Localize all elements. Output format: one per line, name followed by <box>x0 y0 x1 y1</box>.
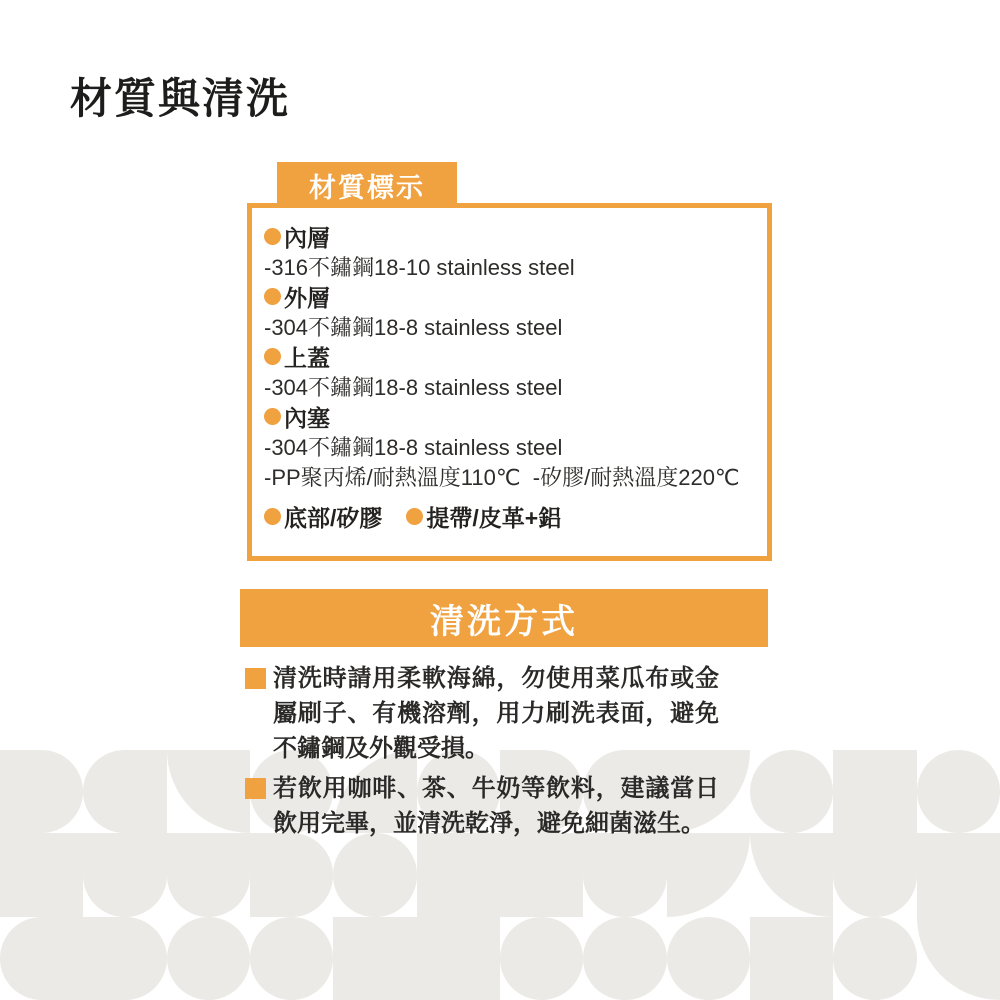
material-label-text: 內層 <box>284 224 330 251</box>
pattern-shape <box>917 750 1000 833</box>
material-label-text: 內塞 <box>284 404 330 431</box>
pattern-shape <box>667 917 750 1000</box>
material-tab <box>277 162 457 208</box>
pattern-shape <box>333 917 416 1000</box>
pattern-shape <box>500 917 583 1000</box>
pattern-shape <box>833 917 916 1000</box>
material-item-label <box>264 341 759 371</box>
material-box <box>247 203 772 561</box>
material-item-detail: -304不鏽鋼18-8 stainless steel <box>264 434 563 460</box>
pattern-shape <box>250 917 333 1000</box>
pattern-shape <box>83 750 166 833</box>
bullet-dot-icon <box>264 288 281 305</box>
pattern-shape <box>83 917 166 1000</box>
cleaning-instruction-list <box>240 661 750 846</box>
material-tab-label: 材質標示 <box>309 172 425 203</box>
pattern-shape <box>0 750 83 833</box>
material-item-pair <box>264 501 759 531</box>
bullet-square-icon <box>245 778 266 799</box>
material-pair-group <box>264 500 382 533</box>
material-item-label <box>264 401 759 431</box>
material-label-text: 底部/矽膠 <box>284 504 383 531</box>
cleaning-instruction <box>240 771 719 841</box>
pattern-shape <box>167 750 250 833</box>
cleaning-instruction-text: 若飲用咖啡、茶、牛奶等飲料，建議當日飲用完畢，並清洗乾淨，避免細菌滋生。 <box>273 775 719 837</box>
bullet-dot-icon <box>264 228 281 245</box>
material-item-detail: -316不鏽鋼18-10 stainless steel <box>264 254 575 280</box>
cleaning-banner-label: 清洗方式 <box>430 602 578 641</box>
pattern-shape <box>0 917 83 1000</box>
material-item-label <box>264 221 759 251</box>
pattern-shape <box>750 917 833 1000</box>
bullet-square-icon <box>245 668 266 689</box>
material-label-text: 提帶/皮革+鋁 <box>426 504 562 531</box>
bullet-dot-icon <box>406 508 423 525</box>
material-label-text: 上蓋 <box>284 344 330 371</box>
pattern-shape <box>417 917 500 1000</box>
bullet-dot-icon <box>264 348 281 365</box>
material-item-detail: -304不鏽鋼18-8 stainless steel <box>264 314 563 340</box>
pattern-shape <box>750 833 833 916</box>
pattern-shape <box>833 750 916 833</box>
pattern-shape <box>583 917 666 1000</box>
pattern-shape <box>833 833 916 916</box>
cleaning-instruction <box>240 661 719 766</box>
material-item-detail: -PP聚丙烯/耐熱溫度110℃ -矽膠/耐熱溫度220℃ <box>264 464 740 490</box>
pattern-shape <box>167 917 250 1000</box>
bullet-dot-icon <box>264 508 281 525</box>
cleaning-instruction-text: 清洗時請用柔軟海綿，勿使用菜瓜布或金屬刷子、有機溶劑，用力刷洗表面，避免不鏽鋼及外觀受損。 <box>273 665 719 762</box>
pattern-shape <box>83 833 166 916</box>
page-title: 材質與清洗 <box>70 75 291 122</box>
pattern-shape <box>0 833 83 916</box>
pattern-shape <box>167 833 250 916</box>
material-item-label <box>264 281 759 311</box>
pattern-shape <box>750 750 833 833</box>
material-label-text: 外層 <box>284 284 330 311</box>
material-item-detail: -304不鏽鋼18-8 stainless steel <box>264 374 563 400</box>
cleaning-banner <box>240 589 768 647</box>
material-list <box>264 221 759 531</box>
bullet-dot-icon <box>264 408 281 425</box>
material-pair-group <box>406 500 561 533</box>
pattern-shape <box>917 917 1000 1000</box>
pattern-shape <box>917 833 1000 916</box>
